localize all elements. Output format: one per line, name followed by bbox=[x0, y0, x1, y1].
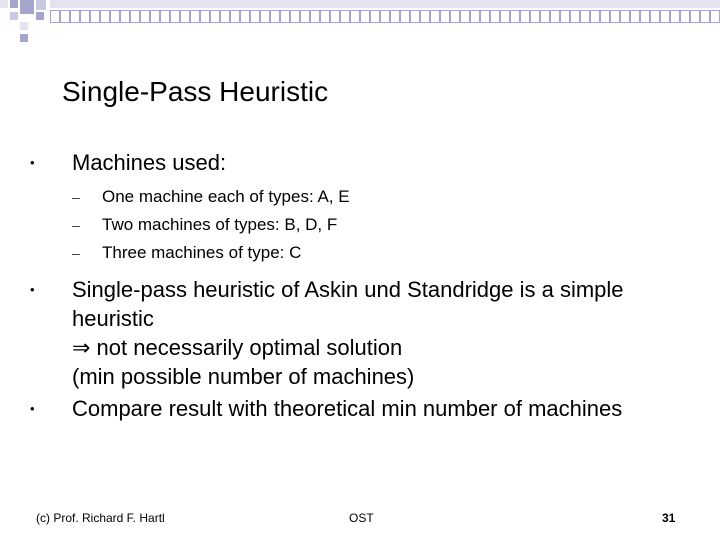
bullet-line: (min possible number of machines) bbox=[72, 364, 415, 389]
bullet-text: Machines used: bbox=[72, 150, 227, 175]
footer-course: OST bbox=[349, 511, 374, 525]
bullet-glyph: • bbox=[30, 155, 35, 170]
bullet-line: heuristic bbox=[72, 306, 154, 331]
page-number: 31 bbox=[662, 511, 676, 525]
sub-bullet-text: One machine each of types: A, E bbox=[102, 187, 350, 206]
bullet-text: Compare result with theoretical min number of machines bbox=[72, 396, 623, 421]
sub-bullet-text: Three machines of type: C bbox=[102, 243, 302, 262]
sub-bullet-item bbox=[30, 239, 710, 267]
bullet-line: Single-pass heuristic of Askin und Standridge is a simple bbox=[72, 277, 624, 302]
bullet-glyph: • bbox=[30, 282, 35, 297]
bullet-glyph: • bbox=[30, 401, 35, 416]
slide-title: Single-Pass Heuristic bbox=[62, 76, 329, 107]
sub-bullet-item bbox=[30, 183, 710, 211]
bullet-line: ⇒ not necessarily optimal solution bbox=[72, 335, 403, 360]
sub-bullet-list bbox=[30, 183, 710, 267]
bullet-list bbox=[30, 148, 710, 423]
bullet-item bbox=[30, 275, 710, 391]
dash-glyph: – bbox=[72, 189, 80, 205]
sub-bullet-item bbox=[30, 211, 710, 239]
bullet-item bbox=[30, 394, 710, 423]
dash-glyph: – bbox=[72, 245, 80, 261]
sub-bullet-text: Two machines of types: B, D, F bbox=[102, 215, 338, 234]
title-decoration bbox=[0, 0, 720, 45]
footer-author: (c) Prof. Richard F. Hartl bbox=[36, 511, 165, 525]
dash-glyph: – bbox=[72, 217, 80, 233]
bullet-item bbox=[30, 148, 710, 177]
